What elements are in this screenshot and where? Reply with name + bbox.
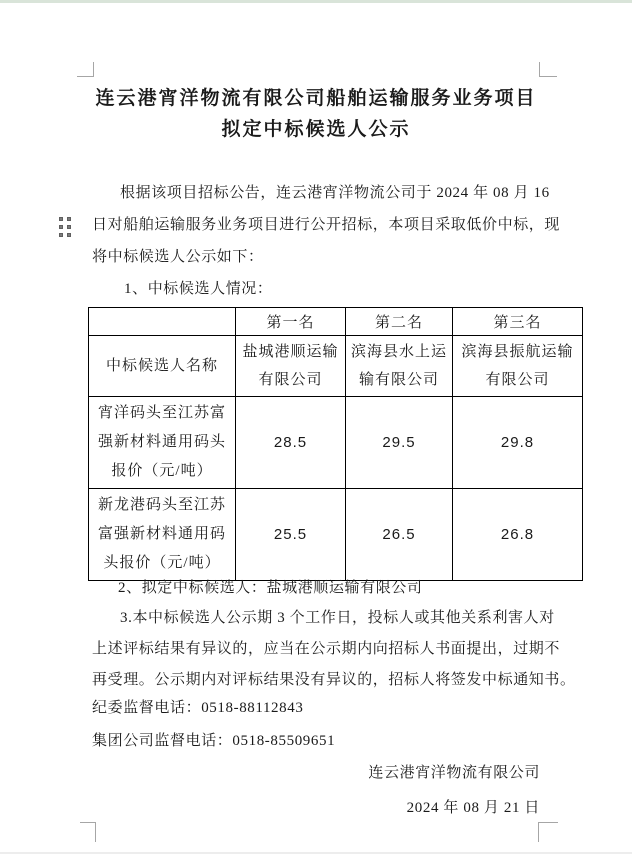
intro-paragraph (92, 177, 561, 273)
section3-line: 上述评标结果有异议的，应当在公示期内向招标人书面提出，过期不 (92, 641, 561, 657)
bid-candidates-table (88, 307, 583, 581)
table-cell: 28.5 (236, 397, 346, 489)
intro-line: 根据该项目招标公告，连云港宵洋物流公司于 2024 年 08 月 16 (120, 185, 550, 201)
section3-line: 再受理。公示期内对评标结果没有异议的，招标人将签发中标通知书。 (92, 672, 576, 688)
drag-handle-dot (67, 233, 71, 237)
margin-crop-mark-bottom-right (538, 822, 558, 842)
table-corner-cell (89, 308, 236, 336)
drag-handle-dot (59, 217, 63, 221)
document-title-line2: 拟定中标候选人公示 (221, 119, 411, 140)
table-cell: 26.5 (346, 489, 453, 581)
table-row (89, 336, 583, 397)
table-cell: 滨海县水上运输有限公司 (346, 336, 453, 397)
table-row-label: 新龙港码头至江苏富强新材料通用码头报价（元/吨） (89, 489, 236, 581)
table-header-cell: 第一名 (236, 308, 346, 336)
signature-company: 连云港宵洋物流有限公司 (368, 765, 540, 781)
table-row-label: 中标候选人名称 (89, 336, 236, 397)
section3-paragraph (92, 603, 576, 696)
group-phone-line: 集团公司监督电话：0518-85509651 (92, 733, 336, 749)
intro-line: 将中标候选人公示如下： (92, 249, 264, 265)
margin-crop-mark-top-right (539, 62, 557, 77)
section2-line: 2、拟定中标候选人：盐城港顺运输有限公司 (118, 580, 423, 596)
table-header-cell: 第三名 (453, 308, 583, 336)
drag-handle-dot (67, 225, 71, 229)
drag-handle-dot (59, 233, 63, 237)
table-cell: 29.8 (453, 397, 583, 489)
margin-crop-mark-bottom-left (80, 822, 96, 842)
table-row (89, 397, 583, 489)
document-title-line1: 连云港宵洋物流有限公司船舶运输服务业务项目 (95, 88, 537, 109)
margin-crop-mark-top-left (77, 62, 94, 77)
table-cell: 29.5 (346, 397, 453, 489)
table-cell: 26.8 (453, 489, 583, 581)
signature-date: 2024 年 08 月 21 日 (406, 800, 540, 816)
drag-handle-icon[interactable] (59, 217, 71, 238)
window-top-edge (0, 0, 632, 3)
section3-line: 3.本中标候选人公示期 3 个工作日，投标人或其他关系利害人对 (120, 610, 555, 626)
window-bottom-edge (0, 852, 632, 854)
table-cell: 滨海县振航运输有限公司 (453, 336, 583, 397)
intro-line: 日对船舶运输服务业务项目进行公开招标，本项目采取低价中标，现 (92, 217, 561, 233)
drag-handle-dot (59, 225, 63, 229)
table-header-row (89, 308, 583, 336)
drag-handle-dot (67, 217, 71, 221)
table-header-cell: 第二名 (346, 308, 453, 336)
discipline-phone-line: 纪委监督电话：0518-88112843 (92, 700, 304, 716)
table-row (89, 489, 583, 581)
table-cell: 25.5 (236, 489, 346, 581)
section1-heading: 1、中标候选人情况： (124, 281, 273, 297)
table-cell: 盐城港顺运输有限公司 (236, 336, 346, 397)
table-row-label: 宵洋码头至江苏富强新材料通用码头报价（元/吨） (89, 397, 236, 489)
